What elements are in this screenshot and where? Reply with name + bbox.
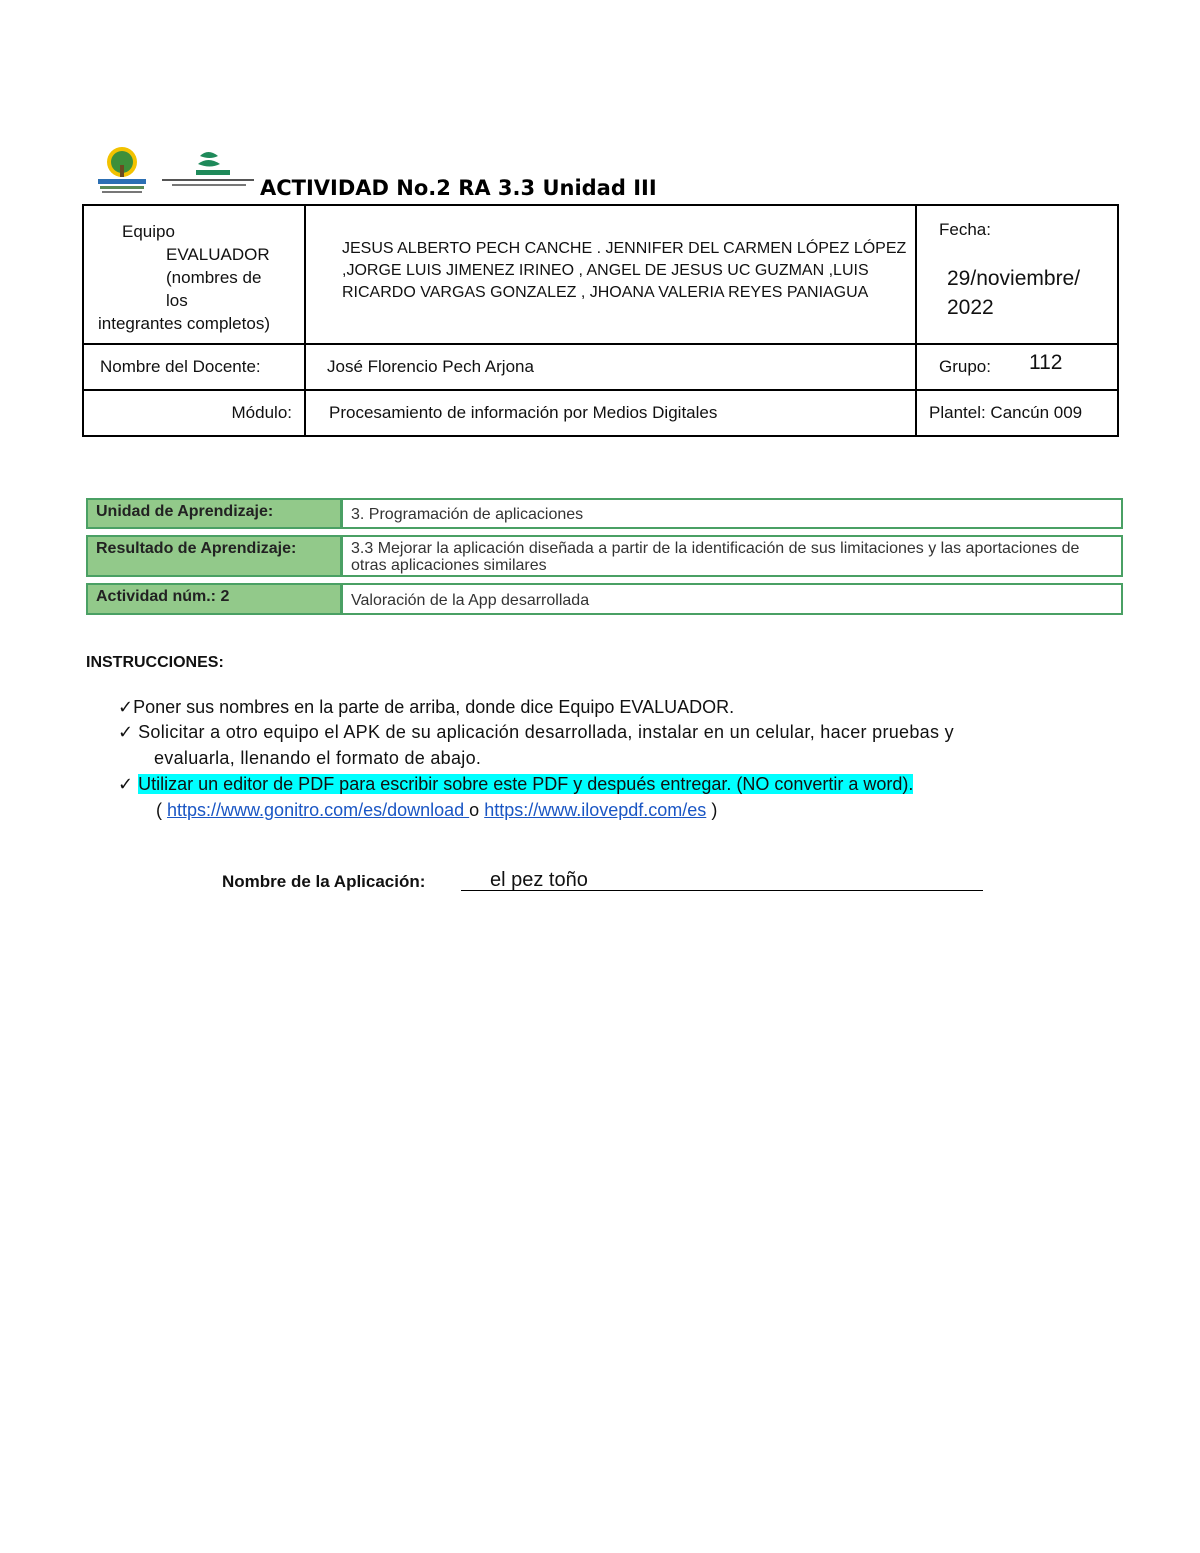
resultado-value: 3.3 Mejorar la aplicación diseñada a partir de la identificación de sus limitaciones y las aportaciones de otras aplicaciones similares [343, 537, 1121, 575]
unidad-value: 3. Programación de aplicaciones [343, 500, 1121, 527]
plantel-cell[interactable] [916, 390, 1118, 436]
actividad-value: Valoración de la App desarrollada [343, 585, 1121, 613]
school-logo [96, 145, 148, 195]
plantel-label: Plantel: Cancún 009 [929, 403, 1083, 422]
unidad-row [86, 498, 1123, 529]
instructions-heading: INSTRUCCIONES: [86, 654, 224, 671]
actividad-row [86, 583, 1123, 615]
info-table [82, 204, 1119, 437]
unidad-label: Unidad de Aprendizaje: [88, 500, 340, 527]
team-names: JESUS ALBERTO PECH CANCHE . JENNIFER DEL CARMEN LÓPEZ LÓPEZ ,JORGE LUIS JIMENEZ IRINEO , ANGEL DE JESUS UC GUZMAN ,LUIS RICARDO VARGAS GONZALEZ , JHOANA VALERIA REYES PANIAGUA [342, 240, 907, 301]
page-title: ACTIVIDAD No.2 RA 3.3 Unidad III [260, 176, 657, 200]
ilovepdf-link[interactable]: https://www.ilovepdf.com/es [484, 800, 707, 820]
names-cell[interactable] [305, 205, 916, 344]
instruction-item-3 [118, 774, 913, 795]
modulo-label-cell [83, 390, 305, 436]
equipo-label: Equipo EVALUADOR (nombres de los integrantes completos) [98, 222, 270, 333]
app-name-value[interactable]: el pez toño [490, 869, 588, 891]
highlighted-text: Utilizar un editor de PDF para escribir sobre este PDF y después entregar. (NO convertir a word). [138, 774, 914, 794]
docente-label: Nombre del Docente: [100, 357, 261, 376]
check-icon: ✓ [118, 774, 134, 795]
fecha-cell[interactable] [916, 205, 1118, 344]
instruction-item-2: ✓ Solicitar a otro equipo el APK de su aplicación desarrollada, instalar en un celular, hacer pruebas y [118, 722, 954, 743]
actividad-label: Actividad núm.: 2 [88, 585, 340, 613]
instruction-item-1: ✓Poner sus nombres en la parte de arriba, donde dice Equipo EVALUADOR. [118, 697, 735, 718]
docente-value-cell[interactable] [305, 344, 916, 390]
check-icon: ✓ [118, 722, 134, 743]
grupo-cell[interactable] [916, 344, 1118, 390]
grupo-value: 112 [1029, 351, 1063, 374]
gonitro-link[interactable]: https://www.gonitro.com/es/download [167, 800, 470, 820]
app-name-label: Nombre de la Aplicación: [222, 872, 426, 891]
modulo-value: Procesamiento de información por Medios Digitales [329, 403, 718, 422]
check-icon: ✓ [118, 697, 134, 718]
links-line: ( https://www.gonitro.com/es/download o https://www.ilovepdf.com/es ) [156, 800, 718, 820]
modulo-value-cell[interactable] [305, 390, 916, 436]
resultado-label: Resultado de Aprendizaje: [88, 537, 340, 575]
fecha-value: 29/noviembre/ 2022 [947, 267, 1081, 319]
conalep-logo [158, 146, 258, 194]
instruction-item-2-continued: evaluarla, llenando el formato de abajo. [154, 748, 482, 768]
modulo-label: Módulo: [231, 403, 292, 422]
docente-value: José Florencio Pech Arjona [327, 357, 534, 376]
fecha-label: Fecha: [939, 220, 991, 239]
grupo-label: Grupo: [939, 357, 991, 376]
resultado-row [86, 535, 1123, 577]
equipo-label-cell [83, 205, 305, 344]
docente-label-cell [83, 344, 305, 390]
